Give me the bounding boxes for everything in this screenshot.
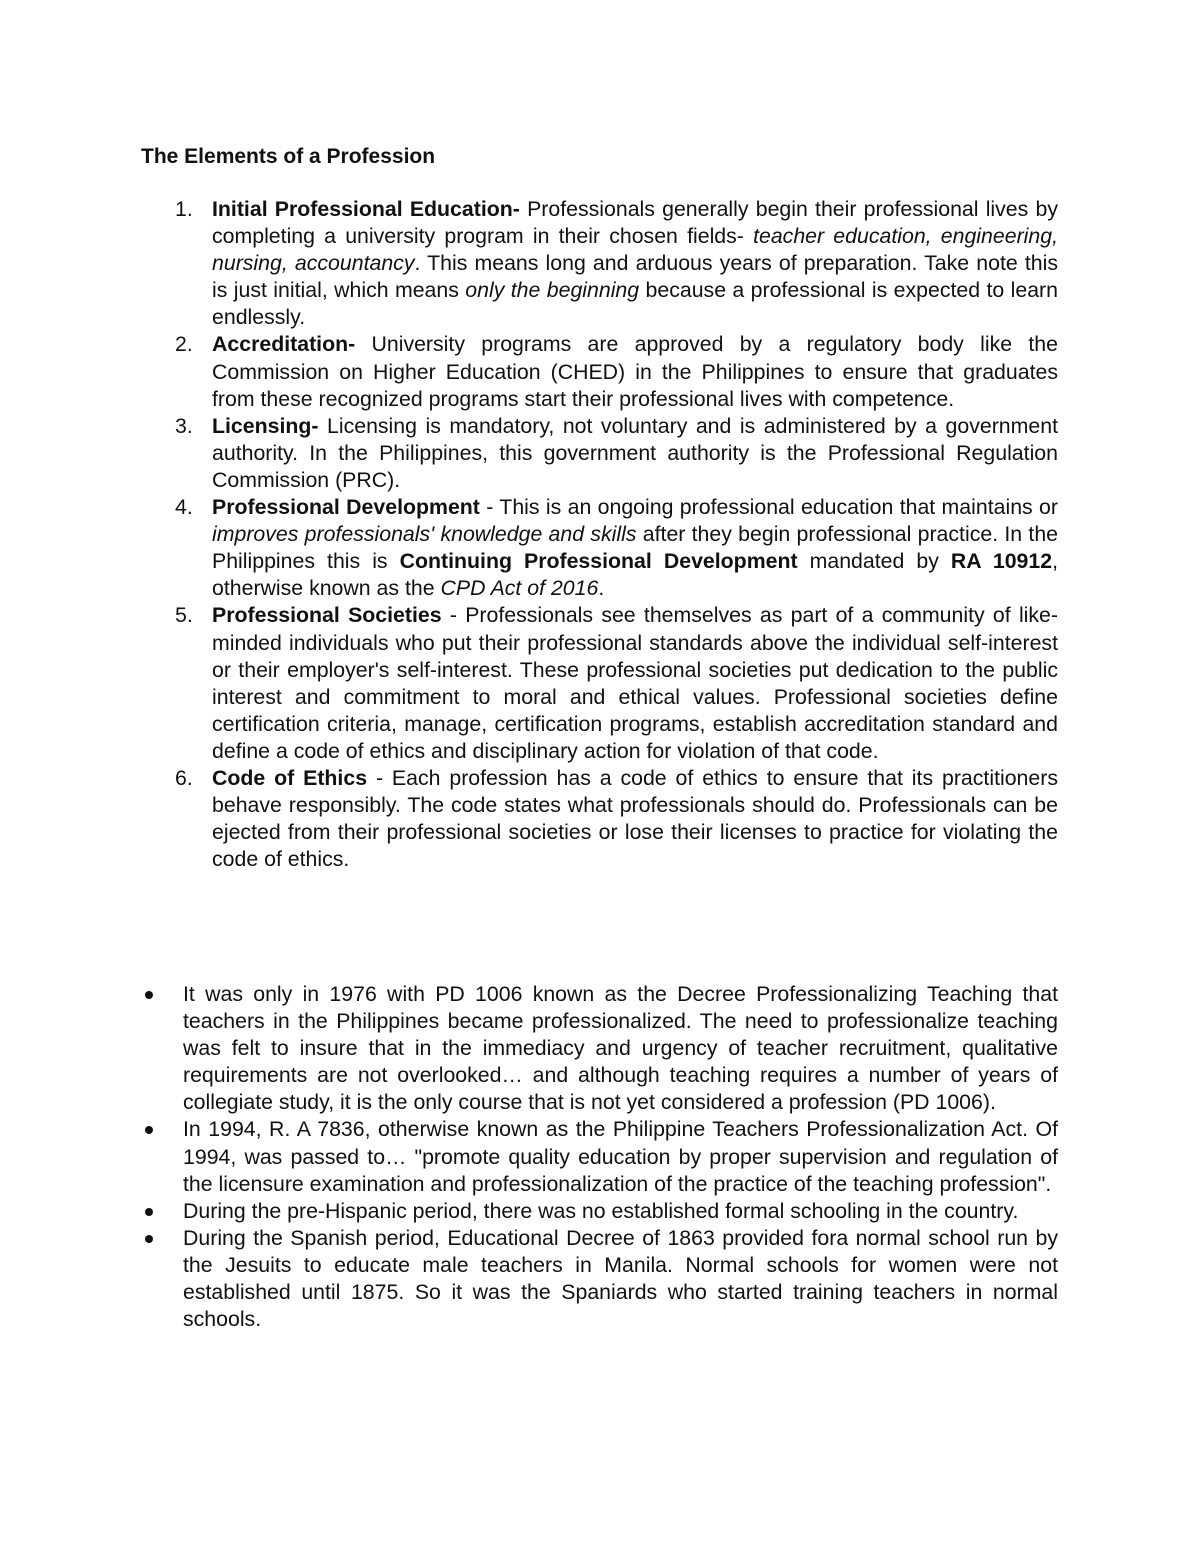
list-number: 5. <box>175 603 193 628</box>
text-segment: . <box>598 576 605 601</box>
list-item-professional-societies <box>175 602 1058 765</box>
list-number: 4. <box>175 495 193 520</box>
text-segment: - This is an ongoing professional education that maintains or <box>479 495 1058 520</box>
list-item-licensing <box>175 413 1058 494</box>
history-bullet-list <box>183 981 1058 1333</box>
term-licensing: Licensing- <box>212 413 319 438</box>
bullet-item-spanish-period <box>183 1225 1058 1333</box>
list-number: 2. <box>175 332 193 357</box>
list-item-initial-education <box>175 196 1058 331</box>
italic-segment: CPD Act of 2016 <box>440 576 599 601</box>
bullet-text: In 1994, R. A 7836, otherwise known as the Philippine Teachers Professionalization Act. Of 1994, was passed to… "promote quality education by proper supervision and regulation of the licensure examination and professionalization of the practice of the teaching profession". <box>183 1117 1058 1196</box>
document-title: The Elements of a Profession <box>141 145 436 168</box>
term-initial-education: Initial Professional Education- <box>212 197 520 221</box>
term-code-of-ethics: Code of Ethics <box>212 765 368 790</box>
list-item-code-of-ethics <box>175 765 1058 873</box>
bullet-dot-icon <box>145 991 153 999</box>
text-segment: because a professional is expected to learn endlessly. <box>212 278 1058 330</box>
text-segment: - Each profession has a code of ethics to ensure that its practitioners behave responsibly. The code states what professionals should do. Professionals can be ejected from their professional societies or lose their licenses to practice for violating the code of ethics. <box>212 765 1058 872</box>
list-number: 6. <box>175 765 193 790</box>
italic-segment: improves professionals' knowledge and skills <box>212 522 637 547</box>
text-segment: University programs are approved by a regulatory body like the Commission on Higher Education (CHED) in the Philippines to ensure that graduates from these recognized programs start their professional lives with competence. <box>212 332 1058 411</box>
list-number: 3. <box>175 413 193 438</box>
term-professional-societies: Professional Societies <box>212 603 442 628</box>
italic-segment: only the beginning <box>465 278 640 303</box>
bullet-text: During the Spanish period, Educational Decree of 1863 provided fora normal school run by the Jesuits to educate male teachers in Manila. Normal schools for women were not established until 1875. So it was the Spaniards who started training teachers in normal schools. <box>183 1225 1058 1332</box>
text-segment: Licensing is mandatory, not voluntary and is administered by a government authority. In the Philippines, this government authority is the Professional Regulation Commission (PRC). <box>212 413 1058 492</box>
text-segment: Professionals generally begin their professional lives by completing a university program in their chosen fields- <box>212 197 1058 249</box>
bullet-item-pre-hispanic <box>183 1198 1058 1225</box>
text-segment: - Professionals see themselves as part of a community of like-minded individuals who put their professional standards above the individual self-interest or their employer's self-interest. These professional societies put dedication to the public interest and commitment to moral and ethical values. Professional societies define certification criteria, manage, certification programs, establish accreditation standard and define a code of ethics and disciplinary action for violation of that code. <box>212 603 1058 763</box>
list-item-accreditation <box>175 331 1058 412</box>
term-professional-development: Professional Development <box>212 495 480 520</box>
bullet-dot-icon <box>145 1126 153 1134</box>
bold-segment: Continuing Professional Development <box>399 549 798 574</box>
text-segment: mandated by <box>797 549 951 574</box>
italic-segment: teacher education, engineering, nursing, accountancy <box>212 224 1058 276</box>
bold-segment: RA 10912 <box>950 549 1053 574</box>
bullet-text: It was only in 1976 with PD 1006 known as the Decree Professionalizing Teaching that teachers in the Philippines became professionalized. The need to professionalize teaching was felt to insure that in the immediacy and urgency of teacher recruitment, qualitative requirements are not overlooked… and although teaching requires a number of years of collegiate study, it is the only course that is not yet considered a profession (PD 1006). <box>183 982 1058 1115</box>
bullet-item-pd-1006 <box>183 981 1058 1116</box>
bullet-text: During the pre-Hispanic period, there was no established formal schooling in the country. <box>183 1198 1019 1223</box>
list-item-professional-development <box>175 494 1059 602</box>
bullet-item-ra-7836 <box>183 1116 1058 1197</box>
text-segment: after they begin professional practice. In the Philippines this is <box>212 522 1059 574</box>
text-segment: . This means long and arduous years of preparation. Take note this is just initial, which means <box>212 251 1058 303</box>
term-accreditation: Accreditation- <box>212 332 356 357</box>
bullet-dot-icon <box>145 1208 153 1216</box>
bullet-dot-icon <box>145 1235 153 1243</box>
list-number: 1. <box>175 197 193 221</box>
text-segment: , otherwise known as the <box>212 549 1059 601</box>
profession-elements-list <box>175 196 1059 873</box>
